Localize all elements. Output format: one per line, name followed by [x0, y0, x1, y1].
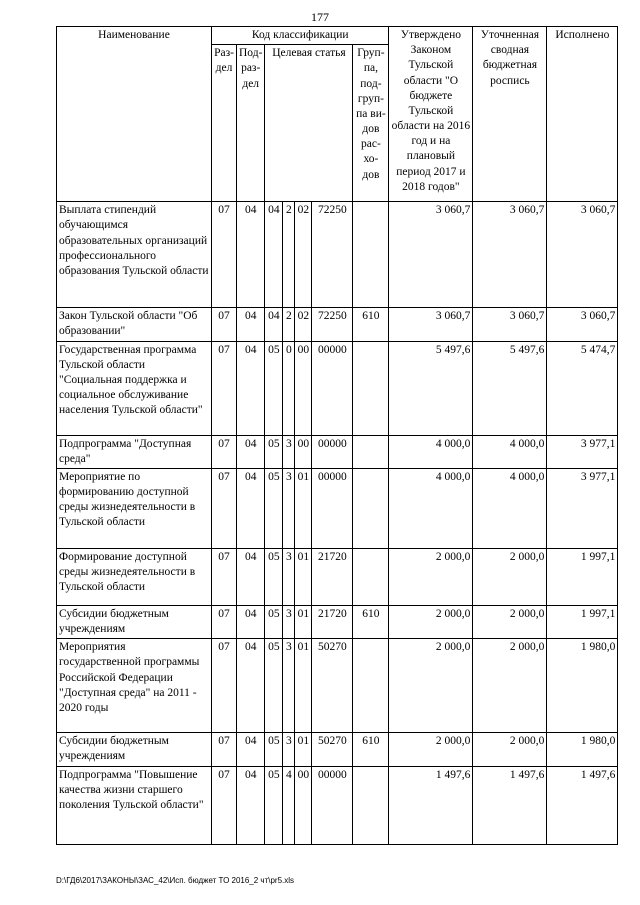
cell-t3: 01 — [295, 548, 312, 605]
cell-t1: 04 — [265, 202, 283, 308]
cell-podrazdel: 04 — [237, 308, 265, 341]
table-row — [57, 308, 618, 341]
cell-podrazdel: 04 — [237, 766, 265, 844]
cell-t4: 72250 — [312, 202, 353, 308]
cell-t2: 0 — [283, 341, 295, 435]
header-refined: Уточненная сводная бюджетная роспись — [473, 27, 547, 202]
cell-razdel: 07 — [212, 766, 237, 844]
cell-name: Выплата стипендий обучающимся образовательных организаций профессионального образования Тульской области — [57, 202, 212, 308]
cell-name: Подпрограмма "Повышение качества жизни старшего поколения Тульской области" — [57, 766, 212, 844]
cell-refined: 2 000,0 — [473, 548, 547, 605]
cell-podrazdel: 04 — [237, 341, 265, 435]
cell-t4: 00000 — [312, 766, 353, 844]
cell-podrazdel: 04 — [237, 202, 265, 308]
cell-approved: 2 000,0 — [389, 639, 473, 733]
header-row-top — [57, 27, 618, 45]
table-row — [57, 605, 618, 638]
cell-name: Мероприятия государственной программы Российской Федерации "Доступная среда" на 2011 - 2020 годы — [57, 639, 212, 733]
cell-t1: 05 — [265, 468, 283, 548]
cell-t4: 00000 — [312, 341, 353, 435]
cell-t4: 50270 — [312, 733, 353, 766]
cell-name: Субсидии бюджетным учреждениям — [57, 733, 212, 766]
cell-t3: 01 — [295, 605, 312, 638]
file-path-footer: D:\ГД6\2017\ЗАКОНЫ\ЗАС_42\Исп. бюджет ТО 2016_2 чт\pr5.xls — [56, 876, 295, 885]
cell-t4: 00000 — [312, 435, 353, 468]
header-name: Наименование — [57, 27, 212, 202]
cell-t3: 00 — [295, 341, 312, 435]
cell-executed: 3 060,7 — [547, 308, 618, 341]
cell-t3: 00 — [295, 435, 312, 468]
cell-group — [353, 766, 389, 844]
budget-table — [56, 26, 618, 845]
cell-name: Государственная программа Тульской области "Социальная поддержка и социальное обслуживание населения Тульской области" — [57, 341, 212, 435]
cell-razdel: 07 — [212, 605, 237, 638]
cell-podrazdel: 04 — [237, 733, 265, 766]
cell-group: 610 — [353, 733, 389, 766]
cell-t1: 05 — [265, 341, 283, 435]
cell-t1: 05 — [265, 766, 283, 844]
cell-name: Подпрограмма "Доступная среда" — [57, 435, 212, 468]
cell-executed: 1 497,6 — [547, 766, 618, 844]
cell-t2: 3 — [283, 548, 295, 605]
cell-group: 610 — [353, 308, 389, 341]
cell-group — [353, 202, 389, 308]
cell-refined: 2 000,0 — [473, 605, 547, 638]
cell-approved: 1 497,6 — [389, 766, 473, 844]
cell-t3: 00 — [295, 766, 312, 844]
cell-t3: 01 — [295, 468, 312, 548]
cell-refined: 5 497,6 — [473, 341, 547, 435]
cell-group — [353, 435, 389, 468]
cell-podrazdel: 04 — [237, 605, 265, 638]
cell-t2: 3 — [283, 639, 295, 733]
cell-approved: 5 497,6 — [389, 341, 473, 435]
table-row — [57, 766, 618, 844]
cell-group — [353, 341, 389, 435]
cell-approved: 2 000,0 — [389, 548, 473, 605]
cell-razdel: 07 — [212, 341, 237, 435]
cell-t3: 02 — [295, 308, 312, 341]
table-row — [57, 548, 618, 605]
header-executed: Исполнено — [547, 27, 618, 202]
cell-t2: 4 — [283, 766, 295, 844]
cell-name: Формирование доступной среды жизнедеятельности в Тульской области — [57, 548, 212, 605]
cell-refined: 2 000,0 — [473, 733, 547, 766]
cell-approved: 3 060,7 — [389, 308, 473, 341]
cell-executed: 3 977,1 — [547, 435, 618, 468]
cell-podrazdel: 04 — [237, 435, 265, 468]
cell-executed: 1 980,0 — [547, 733, 618, 766]
cell-executed: 1 997,1 — [547, 548, 618, 605]
cell-name: Мероприятие по формированию доступной среды жизнедеятельности в Тульской области — [57, 468, 212, 548]
cell-razdel: 07 — [212, 468, 237, 548]
cell-approved: 4 000,0 — [389, 435, 473, 468]
cell-approved: 2 000,0 — [389, 733, 473, 766]
cell-t2: 3 — [283, 435, 295, 468]
cell-t3: 02 — [295, 202, 312, 308]
cell-executed: 1 997,1 — [547, 605, 618, 638]
header-code-group: Код классификации — [212, 27, 389, 45]
cell-refined: 4 000,0 — [473, 435, 547, 468]
cell-refined: 4 000,0 — [473, 468, 547, 548]
cell-t4: 50270 — [312, 639, 353, 733]
page-number: 177 — [311, 10, 329, 24]
header-approved: Утверждено Законом Тульской области "О бюджете Тульской области на 2016 год и на плановый период 2017 и 2018 годов" — [389, 27, 473, 202]
cell-t1: 05 — [265, 548, 283, 605]
cell-t1: 05 — [265, 733, 283, 766]
cell-t4: 21720 — [312, 605, 353, 638]
cell-group — [353, 639, 389, 733]
cell-razdel: 07 — [212, 435, 237, 468]
cell-name: Субсидии бюджетным учреждениям — [57, 605, 212, 638]
cell-razdel: 07 — [212, 202, 237, 308]
cell-executed: 3 977,1 — [547, 468, 618, 548]
table-row — [57, 468, 618, 548]
cell-razdel: 07 — [212, 733, 237, 766]
cell-podrazdel: 04 — [237, 548, 265, 605]
cell-executed: 1 980,0 — [547, 639, 618, 733]
header-podrazdel: Под- раз- дел — [237, 45, 265, 202]
cell-t1: 05 — [265, 605, 283, 638]
header-razdel: Раз- дел — [212, 45, 237, 202]
cell-t3: 01 — [295, 639, 312, 733]
cell-podrazdel: 04 — [237, 468, 265, 548]
cell-approved: 2 000,0 — [389, 605, 473, 638]
cell-executed: 3 060,7 — [547, 202, 618, 308]
cell-refined: 1 497,6 — [473, 766, 547, 844]
header-group: Груп- па, под- груп- па ви- дов рас- хо- дов — [353, 45, 389, 202]
cell-razdel: 07 — [212, 548, 237, 605]
table-row — [57, 639, 618, 733]
cell-t2: 2 — [283, 202, 295, 308]
table-row — [57, 202, 618, 308]
cell-t2: 3 — [283, 468, 295, 548]
cell-refined: 3 060,7 — [473, 308, 547, 341]
cell-t1: 05 — [265, 639, 283, 733]
cell-t2: 3 — [283, 605, 295, 638]
cell-t4: 00000 — [312, 468, 353, 548]
cell-razdel: 07 — [212, 639, 237, 733]
cell-t1: 04 — [265, 308, 283, 341]
cell-podrazdel: 04 — [237, 639, 265, 733]
cell-group — [353, 468, 389, 548]
cell-approved: 3 060,7 — [389, 202, 473, 308]
cell-approved: 4 000,0 — [389, 468, 473, 548]
cell-name: Закон Тульской области "Об образовании" — [57, 308, 212, 341]
cell-group — [353, 548, 389, 605]
cell-razdel: 07 — [212, 308, 237, 341]
table-row — [57, 341, 618, 435]
cell-refined: 2 000,0 — [473, 639, 547, 733]
table-row — [57, 435, 618, 468]
cell-t3: 01 — [295, 733, 312, 766]
cell-group: 610 — [353, 605, 389, 638]
cell-t4: 21720 — [312, 548, 353, 605]
cell-t2: 2 — [283, 308, 295, 341]
header-target: Целевая статья — [265, 45, 353, 202]
table-row — [57, 733, 618, 766]
cell-executed: 5 474,7 — [547, 341, 618, 435]
cell-t4: 72250 — [312, 308, 353, 341]
cell-t2: 3 — [283, 733, 295, 766]
cell-t1: 05 — [265, 435, 283, 468]
cell-refined: 3 060,7 — [473, 202, 547, 308]
